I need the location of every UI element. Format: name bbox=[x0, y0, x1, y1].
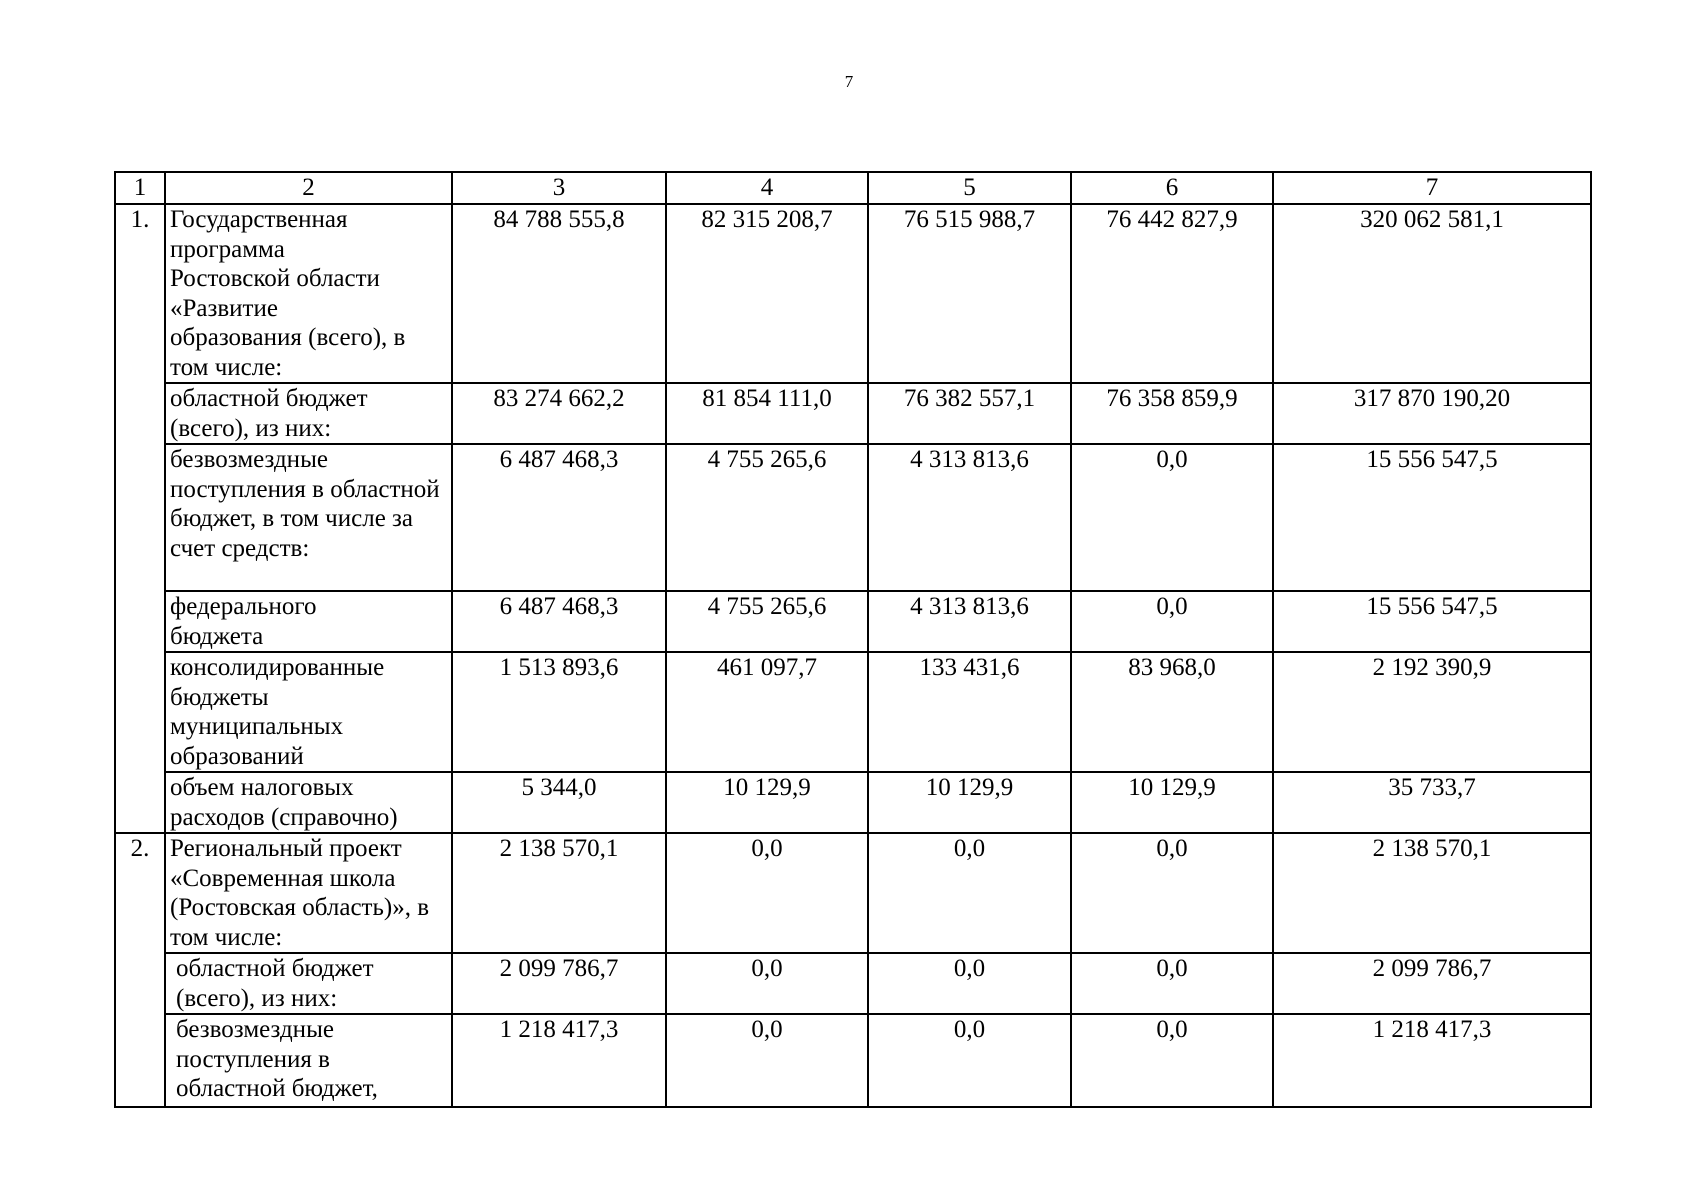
row-label: федерального бюджета bbox=[165, 591, 452, 652]
page-number: 7 bbox=[844, 72, 854, 91]
row-index: 2. bbox=[115, 833, 165, 1107]
value-cell: 320 062 581,1 bbox=[1273, 204, 1591, 383]
value-cell: 133 431,6 bbox=[868, 652, 1071, 772]
value-cell: 15 556 547,5 bbox=[1273, 444, 1591, 591]
value-cell: 0,0 bbox=[1071, 591, 1273, 652]
value-cell: 0,0 bbox=[1071, 1014, 1273, 1107]
table-row bbox=[115, 652, 1591, 772]
table-row bbox=[115, 1014, 1591, 1107]
value-cell: 0,0 bbox=[1071, 444, 1273, 591]
value-cell: 0,0 bbox=[868, 1014, 1071, 1107]
value-cell: 0,0 bbox=[666, 833, 868, 953]
value-cell: 0,0 bbox=[1071, 833, 1273, 953]
row-label: Государственная программа Ростовской области «Развитие образования (всего), в том числе: bbox=[165, 204, 452, 383]
row-label: областной бюджет (всего), из них: bbox=[165, 953, 452, 1014]
value-cell: 0,0 bbox=[666, 1014, 868, 1107]
value-cell: 10 129,9 bbox=[1071, 772, 1273, 833]
value-cell: 2 138 570,1 bbox=[452, 833, 666, 953]
value-cell: 2 192 390,9 bbox=[1273, 652, 1591, 772]
value-cell: 10 129,9 bbox=[868, 772, 1071, 833]
budget-table bbox=[114, 171, 1592, 1108]
value-cell: 2 099 786,7 bbox=[452, 953, 666, 1014]
table-row bbox=[115, 953, 1591, 1014]
value-cell: 4 313 813,6 bbox=[868, 591, 1071, 652]
table-row bbox=[115, 383, 1591, 444]
value-cell: 6 487 468,3 bbox=[452, 444, 666, 591]
value-cell: 6 487 468,3 bbox=[452, 591, 666, 652]
value-cell: 76 442 827,9 bbox=[1071, 204, 1273, 383]
value-cell: 0,0 bbox=[868, 833, 1071, 953]
table-row bbox=[115, 444, 1591, 591]
table-row bbox=[115, 772, 1591, 833]
value-cell: 15 556 547,5 bbox=[1273, 591, 1591, 652]
value-cell: 0,0 bbox=[1071, 953, 1273, 1014]
value-cell: 76 358 859,9 bbox=[1071, 383, 1273, 444]
value-cell: 76 515 988,7 bbox=[868, 204, 1071, 383]
header-cell: 7 bbox=[1273, 172, 1591, 204]
row-label: областной бюджет (всего), из них: bbox=[165, 383, 452, 444]
value-cell: 1 513 893,6 bbox=[452, 652, 666, 772]
value-cell: 5 344,0 bbox=[452, 772, 666, 833]
value-cell: 76 382 557,1 bbox=[868, 383, 1071, 444]
header-cell: 1 bbox=[115, 172, 165, 204]
value-cell: 83 968,0 bbox=[1071, 652, 1273, 772]
value-cell: 10 129,9 bbox=[666, 772, 868, 833]
value-cell: 461 097,7 bbox=[666, 652, 868, 772]
value-cell: 317 870 190,20 bbox=[1273, 383, 1591, 444]
header-cell: 3 bbox=[452, 172, 666, 204]
value-cell: 4 755 265,6 bbox=[666, 591, 868, 652]
value-cell: 4 755 265,6 bbox=[666, 444, 868, 591]
row-index: 1. bbox=[115, 204, 165, 833]
value-cell: 1 218 417,3 bbox=[1273, 1014, 1591, 1107]
table-row bbox=[115, 591, 1591, 652]
table-header-row bbox=[115, 172, 1591, 204]
value-cell: 0,0 bbox=[868, 953, 1071, 1014]
value-cell: 2 138 570,1 bbox=[1273, 833, 1591, 953]
header-cell: 4 bbox=[666, 172, 868, 204]
row-label: Региональный проект «Современная школа (Ростовская область)», в том числе: bbox=[165, 833, 452, 953]
row-label: консолидированные бюджеты муниципальных образований bbox=[165, 652, 452, 772]
value-cell: 2 099 786,7 bbox=[1273, 953, 1591, 1014]
value-cell: 84 788 555,8 bbox=[452, 204, 666, 383]
header-cell: 5 bbox=[868, 172, 1071, 204]
value-cell: 1 218 417,3 bbox=[452, 1014, 666, 1107]
row-label: безвозмездные поступления в областной бюджет, bbox=[165, 1014, 452, 1107]
header-cell: 6 bbox=[1071, 172, 1273, 204]
row-label: безвозмездные поступления в областной бюджет, в том числе за счет средств: bbox=[165, 444, 452, 591]
value-cell: 0,0 bbox=[666, 953, 868, 1014]
header-cell: 2 bbox=[165, 172, 452, 204]
table-row bbox=[115, 204, 1591, 383]
value-cell: 81 854 111,0 bbox=[666, 383, 868, 444]
value-cell: 82 315 208,7 bbox=[666, 204, 868, 383]
value-cell: 35 733,7 bbox=[1273, 772, 1591, 833]
value-cell: 4 313 813,6 bbox=[868, 444, 1071, 591]
value-cell: 83 274 662,2 bbox=[452, 383, 666, 444]
table-row bbox=[115, 833, 1591, 953]
row-label: объем налоговых расходов (справочно) bbox=[165, 772, 452, 833]
